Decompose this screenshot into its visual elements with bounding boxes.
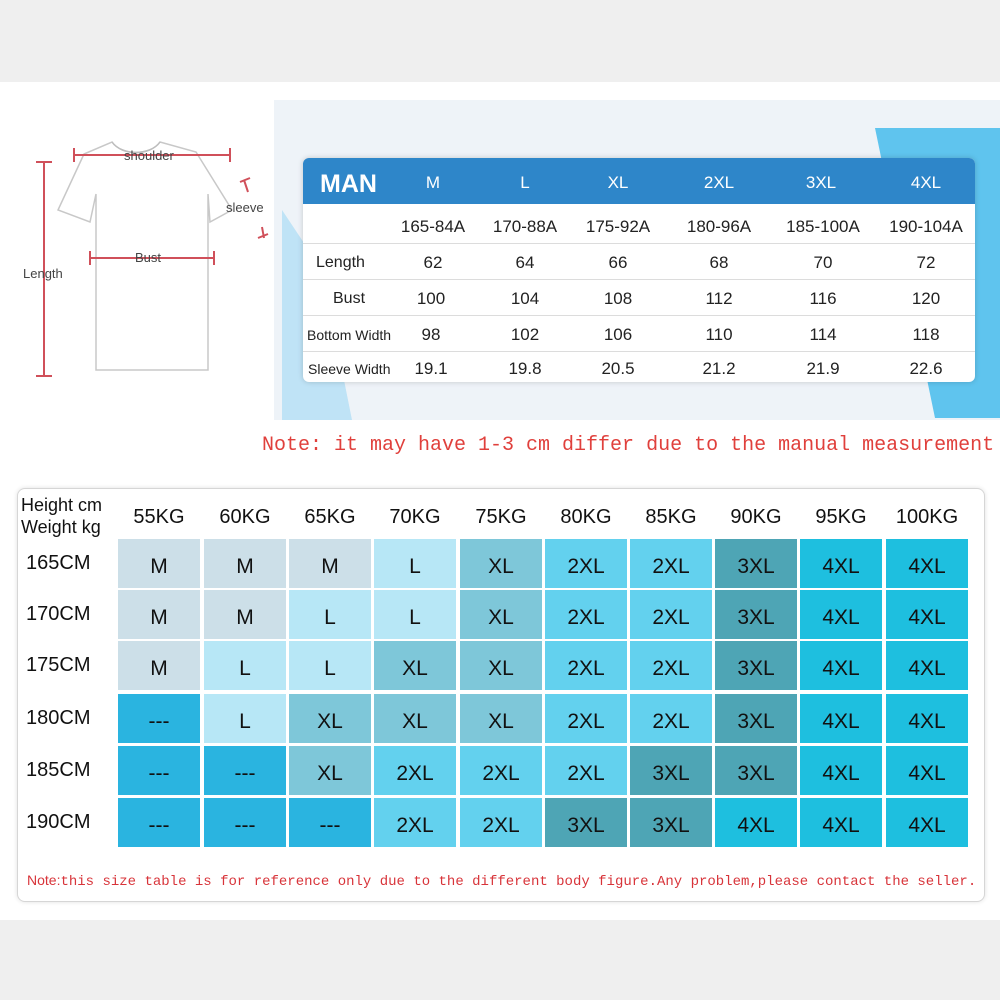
table-cell: 106: [603, 325, 633, 344]
table-cell: 19.1: [414, 359, 448, 378]
size-code: 180-96A: [686, 217, 752, 236]
size-cell: 3XL: [715, 746, 797, 795]
size-cell: XL: [460, 641, 542, 690]
size-cell: L: [289, 641, 371, 690]
length-row: [303, 244, 975, 280]
size-cell: XL: [374, 641, 456, 690]
height-label: 175CM: [26, 654, 91, 676]
table-cell: 108: [603, 289, 633, 308]
size-cell: 2XL: [374, 798, 456, 847]
size-cell: L: [204, 694, 286, 743]
row-label-sleeve-width: Sleeve Width: [308, 361, 391, 377]
size-cell: 3XL: [715, 641, 797, 690]
weight-header: 100KG: [895, 506, 959, 528]
height-label: 185CM: [26, 759, 91, 781]
size-cell: 3XL: [545, 798, 627, 847]
size-cell: ---: [289, 798, 371, 847]
weight-header: 80KG: [560, 506, 612, 528]
table-cell: 112: [705, 289, 733, 308]
size-cell: 3XL: [715, 694, 797, 743]
man-table-header: [303, 158, 975, 204]
size-cell: 2XL: [545, 694, 627, 743]
size-cell: M: [204, 590, 286, 639]
size-code: 175-92A: [585, 217, 651, 236]
reference-note: [27, 872, 976, 890]
size-cell: 4XL: [800, 539, 882, 588]
table-cell: 110: [705, 325, 733, 344]
size-cell: M: [118, 641, 200, 690]
reference-note-prefix: Note:: [27, 872, 61, 888]
table-cell: 120: [911, 289, 941, 308]
size-cell: 4XL: [800, 641, 882, 690]
grid-corner-label: [21, 494, 102, 538]
height-label: 170CM: [26, 603, 91, 625]
table-cell: 21.2: [702, 359, 736, 378]
size-cell: 4XL: [886, 539, 968, 588]
size-cell: 2XL: [545, 590, 627, 639]
size-cell: ---: [204, 798, 286, 847]
size-cell: 2XL: [630, 539, 712, 588]
tshirt-diagram: [0, 82, 280, 422]
size-code: 185-100A: [786, 217, 860, 236]
size-cell: 2XL: [630, 694, 712, 743]
size-code: 170-88A: [492, 217, 558, 236]
table-cell: 70: [813, 253, 833, 272]
size-cell: 3XL: [630, 746, 712, 795]
size-code: 165-84A: [400, 217, 466, 236]
length-label: Length: [23, 266, 63, 281]
height-label: 180CM: [26, 707, 91, 729]
man-size-table: [303, 158, 975, 382]
size-cell: 4XL: [800, 746, 882, 795]
size-header-2xl: 2XL: [703, 173, 735, 192]
shoulder-label: shoulder: [124, 148, 174, 163]
size-cell: L: [289, 590, 371, 639]
table-cell: 100: [416, 289, 446, 308]
table-cell: 114: [809, 325, 837, 344]
table-cell: 64: [515, 253, 535, 272]
size-cell: XL: [289, 746, 371, 795]
corner-weight-label: Weight kg: [21, 517, 101, 537]
size-cell: 4XL: [800, 694, 882, 743]
size-cell: M: [204, 539, 286, 588]
table-cell: 19.8: [508, 359, 542, 378]
weight-header: 55KG: [133, 506, 185, 528]
size-code: 190-104A: [889, 217, 963, 236]
table-cell: 98: [421, 325, 441, 344]
size-cell: 4XL: [800, 590, 882, 639]
size-cell: 4XL: [886, 798, 968, 847]
weight-header: 65KG: [304, 506, 356, 528]
size-cell: 3XL: [715, 590, 797, 639]
size-header-xl: XL: [607, 173, 629, 192]
height-label: 165CM: [26, 552, 91, 574]
size-cell: 2XL: [460, 798, 542, 847]
bottom-width-row: [303, 316, 975, 352]
size-cell: 4XL: [886, 641, 968, 690]
size-cell: L: [374, 590, 456, 639]
table-cell: 68: [709, 253, 729, 272]
size-cell: 4XL: [886, 590, 968, 639]
size-cell: 3XL: [630, 798, 712, 847]
table-cell: 62: [423, 253, 443, 272]
size-cell: 2XL: [630, 590, 712, 639]
table-cell: 102: [510, 325, 540, 344]
size-cell: XL: [374, 694, 456, 743]
size-cell: 2XL: [630, 641, 712, 690]
size-cell: ---: [118, 746, 200, 795]
size-cell: M: [118, 539, 200, 588]
size-cell: ---: [118, 694, 200, 743]
size-header-m: M: [425, 173, 441, 192]
table-cell: 104: [510, 289, 540, 308]
weight-header: 60KG: [219, 506, 271, 528]
weight-header: 75KG: [475, 506, 527, 528]
height-label: 190CM: [26, 811, 91, 833]
size-cell: 4XL: [886, 746, 968, 795]
corner-height-label: Height cm: [21, 495, 103, 515]
size-cell: M: [289, 539, 371, 588]
size-header-3xl: 3XL: [805, 173, 837, 192]
weight-header: 70KG: [389, 506, 441, 528]
reference-note-text: this size table is for reference only due to the different body figure.Any problem,please contact the seller.: [60, 874, 977, 890]
size-cell: L: [204, 641, 286, 690]
size-code-row: [303, 208, 975, 244]
size-cell: 2XL: [374, 746, 456, 795]
size-cell: XL: [460, 539, 542, 588]
table-cell: 66: [608, 253, 628, 272]
size-cell: 2XL: [545, 746, 627, 795]
size-cell: 3XL: [715, 539, 797, 588]
size-cell: 2XL: [545, 641, 627, 690]
weight-header: 90KG: [730, 506, 782, 528]
sleeve-label: sleeve: [226, 200, 264, 215]
weight-header: 85KG: [645, 506, 697, 528]
table-cell: 118: [912, 325, 940, 344]
size-cell: 4XL: [800, 798, 882, 847]
table-cell: 22.6: [909, 359, 943, 378]
row-label-length: Length: [316, 254, 365, 271]
size-cell: 4XL: [715, 798, 797, 847]
size-cell: ---: [118, 798, 200, 847]
table-cell: 116: [809, 289, 837, 308]
size-cell: XL: [460, 694, 542, 743]
man-brand-title: MAN: [320, 170, 377, 198]
sleeve-width-row: [303, 350, 975, 382]
size-cell: XL: [460, 590, 542, 639]
measurement-note: Note: it may have 1-3 cm differ due to the manual measurement: [262, 434, 995, 457]
size-cell: XL: [289, 694, 371, 743]
size-cell: 2XL: [460, 746, 542, 795]
size-cell: ---: [204, 746, 286, 795]
size-cell: 2XL: [545, 539, 627, 588]
size-header-l: L: [520, 173, 530, 192]
bust-label: Bust: [135, 250, 162, 265]
size-header-4xl: 4XL: [910, 173, 942, 192]
weight-header: 95KG: [815, 506, 867, 528]
table-cell: 72: [916, 253, 936, 272]
size-cell: 4XL: [886, 694, 968, 743]
table-cell: 21.9: [806, 359, 840, 378]
size-cell: M: [118, 590, 200, 639]
size-cell: L: [374, 539, 456, 588]
bust-row: [303, 280, 975, 316]
row-label-bottom-width: Bottom Width: [307, 327, 392, 343]
row-label-bust: Bust: [333, 290, 366, 307]
table-cell: 20.5: [601, 359, 635, 378]
